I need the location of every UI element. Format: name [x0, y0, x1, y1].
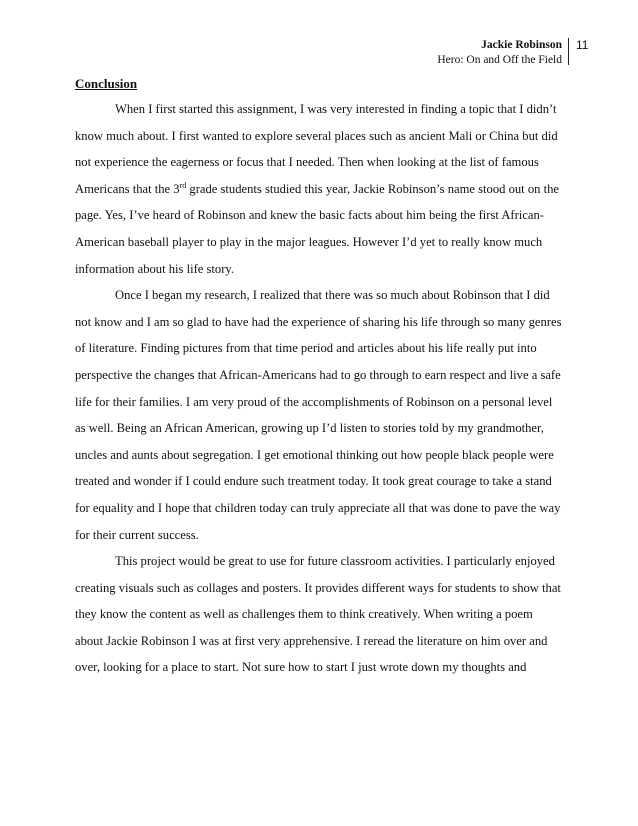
text-line: about Jackie Robinson I was at first very apprehensive. I reread the literature on him over and: [75, 633, 548, 648]
text-line: for equality and I hope that children today can truly appreciate all that was done to pave the way: [75, 500, 561, 515]
text-line: life for their families. I am very proud of the accomplishments of Robinson on a personal level: [75, 394, 553, 409]
text-line: When I first started this assignment, I was very interested in finding a topic that I didn’t: [115, 102, 557, 116]
text-line: treated and wonder if I could endure such treatment today. It took great courage to take a stand: [75, 474, 552, 489]
text-line: not experience the eagerness or focus that I needed. Then when looking at the list of famous: [75, 155, 539, 170]
text-line: know much about. I first wanted to explore several places such as ancient Mali or China but did: [75, 128, 558, 143]
text-line: Once I began my research, I realized that there was so much about Robinson that I did: [115, 288, 550, 303]
ordinal-superscript: rd: [179, 180, 187, 190]
text-line: creating visuals such as collages and posters. It provides different ways for students to show that: [75, 580, 561, 595]
text-line: over, looking for a place to start. Not sure how to start I just wrote down my thoughts and: [75, 660, 527, 675]
section-heading: Conclusion: [75, 76, 138, 91]
text-line: perspective the changes that African-Americans had to go through to earn respect and live a safe: [75, 367, 561, 382]
page-number: 11: [568, 38, 588, 65]
text-line: not know and I am so glad to have had the experience of sharing his life through so many genres: [75, 314, 562, 329]
header-author: Jackie Robinson: [481, 39, 562, 51]
text-line: as well. Being an African American, growing up I’d listen to stories told by my grandmother,: [75, 421, 544, 436]
text-line: [75, 176, 569, 203]
text-segment: grade students studied this year, Jackie Robinson’s name stood out on the: [186, 181, 559, 196]
body-text: [75, 96, 569, 681]
text-line: information about his life story.: [75, 261, 235, 276]
text-line: American baseball player to play in the major leagues. However I’d yet to really know much: [75, 234, 543, 249]
text-line: they know the content as well as challenges them to think creatively. When writing a poem: [75, 607, 533, 622]
text-line: This project would be great to use for future classroom activities. I particularly enjoyed: [115, 554, 555, 569]
text-line: of literature. Finding pictures from that time period and articles about his life really put into: [75, 341, 537, 356]
text-line: page. Yes, I’ve heard of Robinson and knew the basic facts about him being the first African-: [75, 208, 544, 223]
text-line: for their current success.: [75, 527, 199, 542]
header-title: Hero: On and Off the Field: [437, 54, 562, 66]
text-segment: Americans that the 3: [75, 181, 180, 196]
running-header: [437, 38, 562, 68]
text-line: uncles and aunts about segregation. I get emotional thinking out how people black people were: [75, 447, 554, 462]
